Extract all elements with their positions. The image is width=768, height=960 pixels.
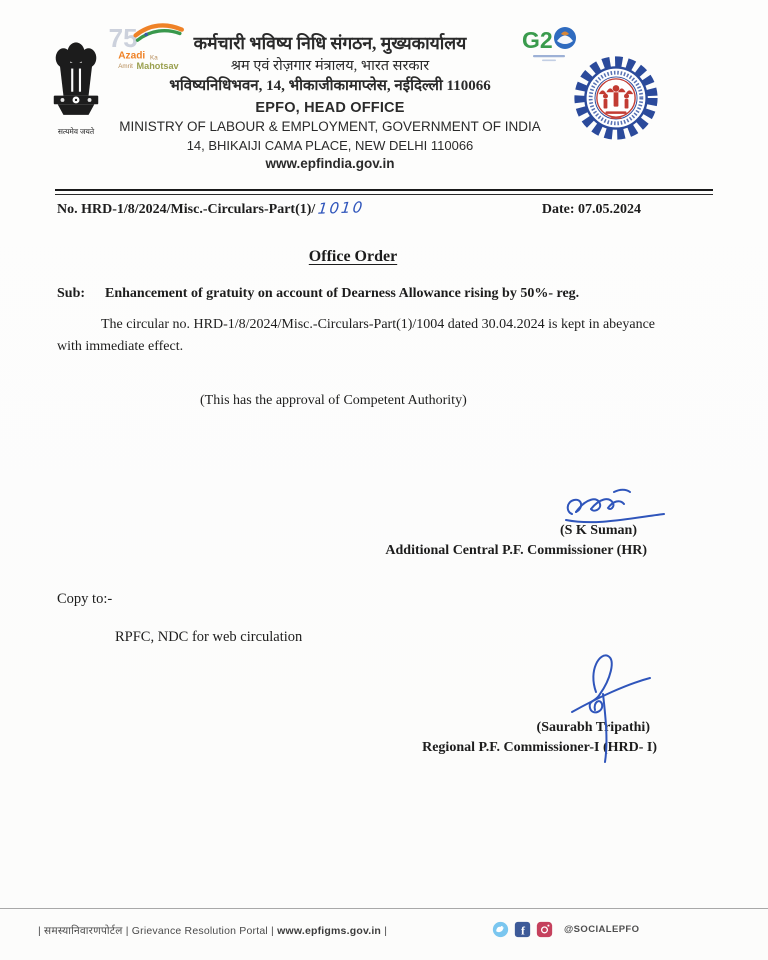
body-paragraph: The circular no. HRD-1/8/2024/Misc.-Circulars-Part(1)/1004 dated 30.04.2024 is kept in abeyance with immediate effect. (57, 317, 656, 355)
address-hindi: भविष्यनिधिभवन, 14, भीकाजीकामाप्लेस, नईदिल्ली 110066 (169, 78, 491, 94)
subject-label: Sub: (57, 286, 86, 301)
g20-logo-icon (520, 24, 580, 64)
header-divider (55, 189, 713, 195)
ministry-english: MINISTRY OF LABOUR & EMPLOYMENT, GOVERNMENT OF INDIA (119, 118, 541, 134)
facebook-icon (514, 921, 531, 938)
svg-text:Mahotsav: Mahotsav (136, 61, 179, 72)
svg-text:75: 75 (108, 22, 138, 53)
signatory-2-block (340, 718, 657, 759)
signatory-2-designation: Regional P.F. Commissioner-I (HRD- I) (422, 740, 657, 756)
footer-end-separator: | (384, 925, 388, 937)
epfo-logo-icon (572, 54, 660, 142)
footer-portal-english: Grievance Resolution Portal (131, 925, 268, 937)
signatory-1-name: (S K Suman) (559, 523, 637, 538)
signatory-1-block (300, 521, 647, 560)
svg-text:G2: G2 (522, 27, 553, 53)
svg-text:Ka: Ka (150, 54, 158, 62)
reference-number-handwritten: 1010 (317, 198, 366, 218)
subject-text: Enhancement of gratuity on account of Dearness Allowance rising by 50%- reg. (105, 286, 580, 301)
emblem-motto: सत्यमेव जयते (57, 127, 95, 136)
svg-text:Azadi: Azadi (118, 50, 146, 62)
document-date: Date: 07.05.2024 (541, 202, 641, 217)
letterhead (88, 33, 572, 173)
signatory-1-designation: Additional Central P.F. Commissioner (HR) (385, 542, 647, 558)
ministry-hindi: श्रम एवं रोज़गार मंत्रालय, भारत सरकार (230, 57, 430, 74)
approval-note: (This has the approval of Competent Authority) (200, 393, 467, 408)
copy-to-label: Copy to:- (57, 591, 113, 607)
footer-portal-hindi: | समस्यानिवारणपोर्टल | (38, 925, 129, 937)
svg-text:f: f (520, 923, 525, 938)
svg-text:Amrit: Amrit (118, 63, 133, 71)
footer-social (492, 921, 639, 938)
footer-portal-text (38, 924, 387, 938)
office-name: EPFO, HEAD OFFICE (255, 99, 405, 116)
org-name-hindi: कर्मचारी भविष्य निधि संगठन, मुख्यकार्यालय (193, 33, 467, 53)
website-url: www.epfindia.gov.in (265, 156, 395, 171)
footer-separator: | (271, 925, 274, 937)
footer-divider (0, 908, 768, 909)
reference-row (57, 199, 713, 218)
footer-portal-url: www.epfigms.gov.in (277, 925, 382, 937)
twitter-icon (492, 921, 509, 938)
reference-number: No. HRD-1/8/2024/Misc.-Circulars-Part(1)/ (57, 202, 316, 217)
address-english: 14, BHIKAIJI CAMA PLACE, NEW DELHI 110066 (186, 137, 474, 153)
signatory-2-name: (Saurabh Tripathi) (536, 720, 650, 735)
copy-to-item: RPFC, NDC for web circulation (115, 629, 303, 645)
social-handle: @SOCIALEPFO (564, 924, 640, 935)
document-title: Office Order (308, 248, 398, 265)
instagram-icon (536, 921, 553, 938)
